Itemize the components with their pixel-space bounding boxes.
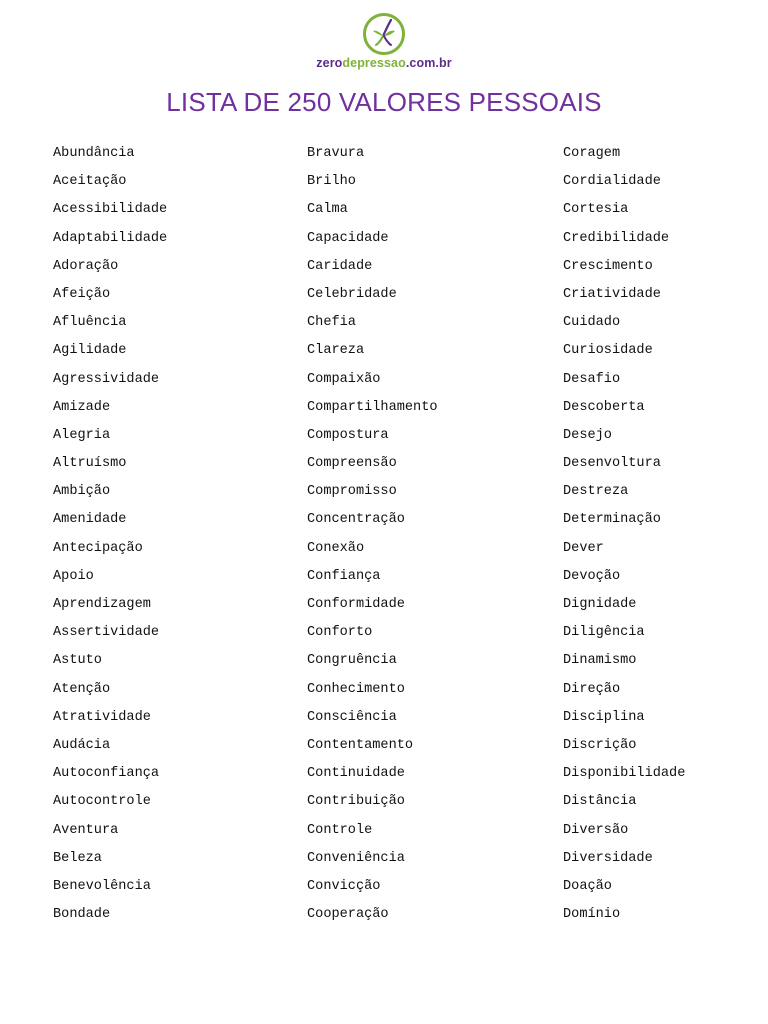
value-item: Ambição: [53, 484, 111, 500]
value-item: Calma: [307, 202, 348, 218]
value-item: Coragem: [563, 146, 621, 161]
value-item: Autoconfiança: [53, 766, 160, 782]
value-item: Astuto: [53, 653, 102, 669]
value-item: Bondade: [53, 907, 111, 923]
value-item: Amizade: [53, 399, 111, 415]
value-item: Autocontrole: [53, 794, 151, 810]
value-item: Caridade: [307, 258, 373, 274]
value-item: Alegria: [53, 427, 111, 443]
value-item: Conformidade: [307, 597, 405, 612]
value-item: Congruência: [307, 653, 397, 669]
value-item: Descoberta: [563, 399, 645, 415]
value-item: Desejo: [563, 427, 612, 443]
value-item: Apoio: [53, 568, 94, 584]
value-item: Consciência: [307, 709, 397, 725]
site-domain: [0, 56, 768, 70]
value-item: Cordialidade: [563, 174, 661, 190]
value-item: Diligência: [563, 625, 645, 641]
value-item: Chefia: [307, 315, 356, 331]
value-item: Disciplina: [563, 709, 645, 725]
value-item: Contentamento: [307, 737, 414, 753]
value-item: Aventura: [53, 822, 119, 838]
value-item: Amenidade: [53, 512, 127, 528]
value-item: Compartilhamento: [307, 399, 438, 415]
value-item: Cuidado: [563, 315, 621, 331]
value-item: Continuidade: [307, 766, 405, 782]
page-title: LISTA DE 250 VALORES PESSOAIS: [166, 87, 602, 117]
value-item: Criatividade: [563, 286, 661, 302]
value-item: Bravura: [307, 146, 365, 161]
value-item: Diversidade: [563, 850, 653, 866]
value-item: Beleza: [53, 850, 102, 866]
value-item: Aprendizagem: [53, 597, 151, 612]
value-item: Dever: [563, 540, 604, 556]
value-item: Contribuição: [307, 794, 405, 810]
values-list: [0, 142, 768, 942]
leaf-logo-icon: [362, 12, 406, 56]
value-item: Destreza: [563, 484, 629, 500]
value-item: Cortesia: [563, 202, 629, 218]
value-item: Compromisso: [307, 484, 397, 500]
value-item: Audácia: [53, 737, 111, 753]
value-item: Afluência: [53, 315, 127, 331]
value-item: Crescimento: [563, 258, 653, 274]
value-item: Acessibilidade: [53, 202, 168, 218]
value-item: Compreensão: [307, 456, 397, 472]
value-item: Conhecimento: [307, 681, 405, 697]
value-item: Adaptabilidade: [53, 230, 168, 246]
value-item: Distância: [563, 794, 637, 810]
value-item: Clareza: [307, 343, 365, 359]
value-item: Aceitação: [53, 174, 127, 190]
value-item: Capacidade: [307, 230, 389, 246]
value-item: Compostura: [307, 427, 389, 443]
value-item: Antecipação: [53, 540, 143, 556]
value-item: Controle: [307, 822, 373, 838]
values-column-3: [563, 142, 685, 931]
value-item: Diversão: [563, 822, 629, 838]
value-item: Convicção: [307, 878, 381, 894]
value-item: Celebridade: [307, 286, 397, 302]
site-logo: [0, 12, 768, 70]
value-item: Disponibilidade: [563, 766, 686, 782]
logo-text-tld: .com.br: [405, 56, 452, 70]
value-item: Determinação: [563, 512, 661, 528]
values-column-1: [53, 142, 167, 931]
values-column-2: [307, 142, 438, 931]
value-item: Conexão: [307, 540, 365, 556]
value-item: Curiosidade: [563, 343, 653, 359]
value-item: Credibilidade: [563, 230, 670, 246]
value-item: Brilho: [307, 174, 356, 190]
value-item: Abundância: [53, 146, 135, 161]
value-item: Cooperação: [307, 907, 389, 923]
value-item: Dignidade: [563, 597, 637, 612]
value-item: Afeição: [53, 286, 111, 302]
value-item: Direção: [563, 681, 621, 697]
value-item: Concentração: [307, 512, 405, 528]
value-item: Agilidade: [53, 343, 127, 359]
value-item: Desenvoltura: [563, 456, 661, 472]
value-item: Compaixão: [307, 371, 381, 387]
value-item: Dinamismo: [563, 653, 637, 669]
value-item: Benevolência: [53, 878, 151, 894]
value-item: Conforto: [307, 625, 373, 641]
value-item: Confiança: [307, 568, 381, 584]
value-item: Atenção: [53, 681, 111, 697]
value-item: Desafio: [563, 371, 621, 387]
value-item: Atratividade: [53, 709, 151, 725]
value-item: Altruísmo: [53, 456, 127, 472]
value-item: Agressividade: [53, 371, 160, 387]
value-item: Conveniência: [307, 850, 405, 866]
value-item: Doação: [563, 878, 612, 894]
value-item: Adoração: [53, 258, 119, 274]
value-item: Discrição: [563, 737, 637, 753]
logo-text-zero: zero: [316, 56, 343, 70]
value-item: Assertividade: [53, 625, 160, 641]
value-item: Domínio: [563, 907, 621, 923]
logo-text-depressao: depressao: [342, 56, 406, 70]
value-item: Devoção: [563, 568, 621, 584]
